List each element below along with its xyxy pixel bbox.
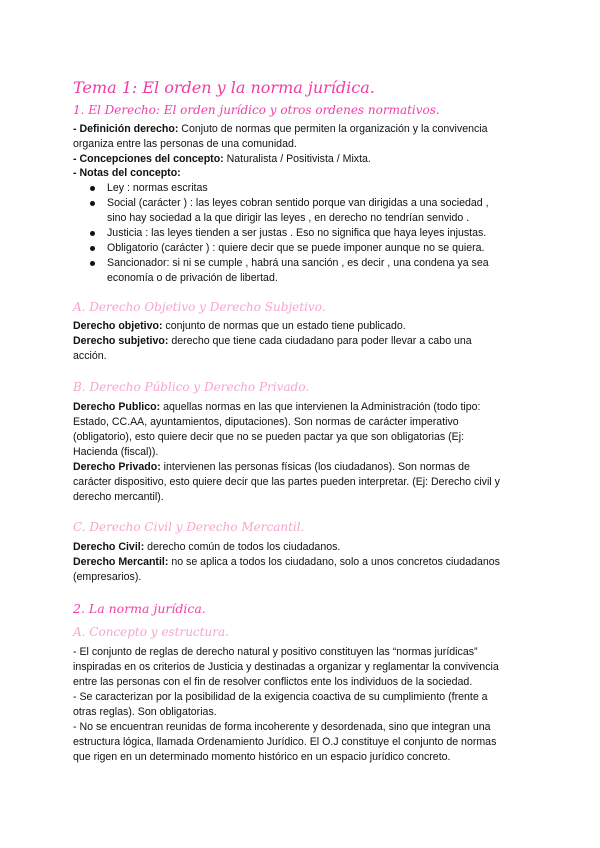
- publico-text-line-3: (obligatorio), esto quiere decir que no se pueden pactar ya que son obligatorias (Ej:: [73, 431, 465, 443]
- privado-label: Derecho Privado:: [73, 461, 161, 473]
- mercantil-paragraph: Derecho Mercantil: no se aplica a todos los ciudadano, solo a unos concretos ciudadanos: [73, 556, 500, 568]
- mercantil-label: Derecho Mercantil:: [73, 556, 169, 568]
- list-item: Obligatorio (carácter ) : quiere decir que se puede imponer aunque no se quiera.: [90, 241, 489, 256]
- subjetivo-text-continued: acción.: [73, 350, 107, 362]
- subjetivo-paragraph: Derecho subjetivo: derecho que tiene cada ciudadano para poder llevar a cabo una: [73, 335, 472, 347]
- section-a-heading: A. Derecho Objetivo y Derecho Subjetivo.: [73, 300, 326, 314]
- norma-line-2: inspiradas en os criterios de Justicia y destinadas a organizar y reglamentar la convivencia: [73, 661, 499, 673]
- privado-paragraph: Derecho Privado: intervienen las personas físicas (los ciudadanos). Son normas de: [73, 461, 470, 473]
- norma-line-1: - El conjunto de reglas de derecho natural y positivo constituyen las “normas jurídicas”: [73, 646, 478, 658]
- privado-text-line-2: carácter dispositivo, esto quiere decir que las partes pueden interpretar. (Ej: Derecho civil y: [73, 476, 500, 488]
- list-item: Ley : normas escritas: [90, 181, 489, 196]
- list-item: Social (carácter ) : las leyes cobran sentido porque van dirigidas a una sociedad , sino hay sociedad a la que dirigir las leyes , en derecho no tendrían senvido .: [90, 196, 489, 226]
- civil-paragraph: Derecho Civil: derecho común de todos los ciudadanos.: [73, 541, 341, 553]
- norma-line-8: que rigen en un determinado momento histórico en un espacio jurídico concreto.: [73, 751, 451, 763]
- publico-label: Derecho Publico:: [73, 401, 161, 413]
- notas-bullet-list: [90, 181, 489, 286]
- list-item: Justicia : las leyes tienden a ser justas . Eso no significa que haya leyes injustas.: [90, 226, 489, 241]
- section-2-heading: 2. La norma jurídica.: [73, 601, 206, 616]
- concepciones-paragraph: [73, 152, 371, 167]
- privado-text-line-3: derecho mercantil).: [73, 491, 164, 503]
- norma-line-3: entre las personas con el fin de resolver conflictos ente los individuos de la sociedad.: [73, 676, 473, 688]
- publico-paragraph: Derecho Publico: aquellas normas en las que intervienen la Administración (todo tipo:: [73, 401, 481, 413]
- norma-line-4: - Se caracterizan por la posibilidad de la exigencia coactiva de su cumplimiento (frente a: [73, 691, 488, 703]
- norma-line-7: estructura lógica, llamada Ordenamiento Jurídico. El O.J constituye el conjunto de normas: [73, 736, 497, 748]
- definition-paragraph: [73, 122, 488, 137]
- list-item: Sancionador: si ni se cumple , habrá una sanción , es decir , una condena ya sea economía o de privación de libertad.: [90, 256, 489, 286]
- definition-label: - Definición derecho:: [73, 123, 179, 135]
- page-title: Tema 1: El orden y la norma jurídica.: [73, 78, 375, 97]
- section-b-heading: B. Derecho Público y Derecho Privado.: [73, 380, 310, 394]
- section-c-heading: C. Derecho Civil y Derecho Mercantil.: [73, 520, 305, 534]
- definition-text: Conjuto de normas que permiten la organización y la convivencia: [178, 123, 488, 135]
- norma-line-5: otras reglas). Son obligatorias.: [73, 706, 217, 718]
- mercantil-text-continued: (empresarios).: [73, 571, 142, 583]
- norma-line-6: - No se encuentran reunidas de forma incoherente y desordenada, sino que integran una: [73, 721, 491, 733]
- concepciones-text: Naturalista / Positivista / Mixta.: [223, 153, 371, 165]
- definition-text-continued: organiza entre las personas de una comunidad.: [73, 138, 297, 150]
- publico-text-line-4: Hacienda (fiscal)).: [73, 446, 159, 458]
- objetivo-label: Derecho objetivo:: [73, 320, 163, 332]
- objetivo-paragraph: Derecho objetivo: conjunto de normas que un estado tiene publicado.: [73, 320, 406, 332]
- subjetivo-label: Derecho subjetivo:: [73, 335, 169, 347]
- civil-label: Derecho Civil:: [73, 541, 145, 553]
- publico-text-line-2: Estado, CC.AA, ayuntamientos, diputaciones). Son normas de carácter imperativo: [73, 416, 459, 428]
- section-2a-heading: A. Concepto y estructura.: [73, 625, 229, 639]
- notas-label: - Notas del concepto:: [73, 167, 181, 179]
- section-1-heading: 1. El Derecho: El orden jurídico y otros ordenes normativos.: [73, 103, 440, 117]
- concepciones-label: - Concepciones del concepto:: [73, 153, 224, 165]
